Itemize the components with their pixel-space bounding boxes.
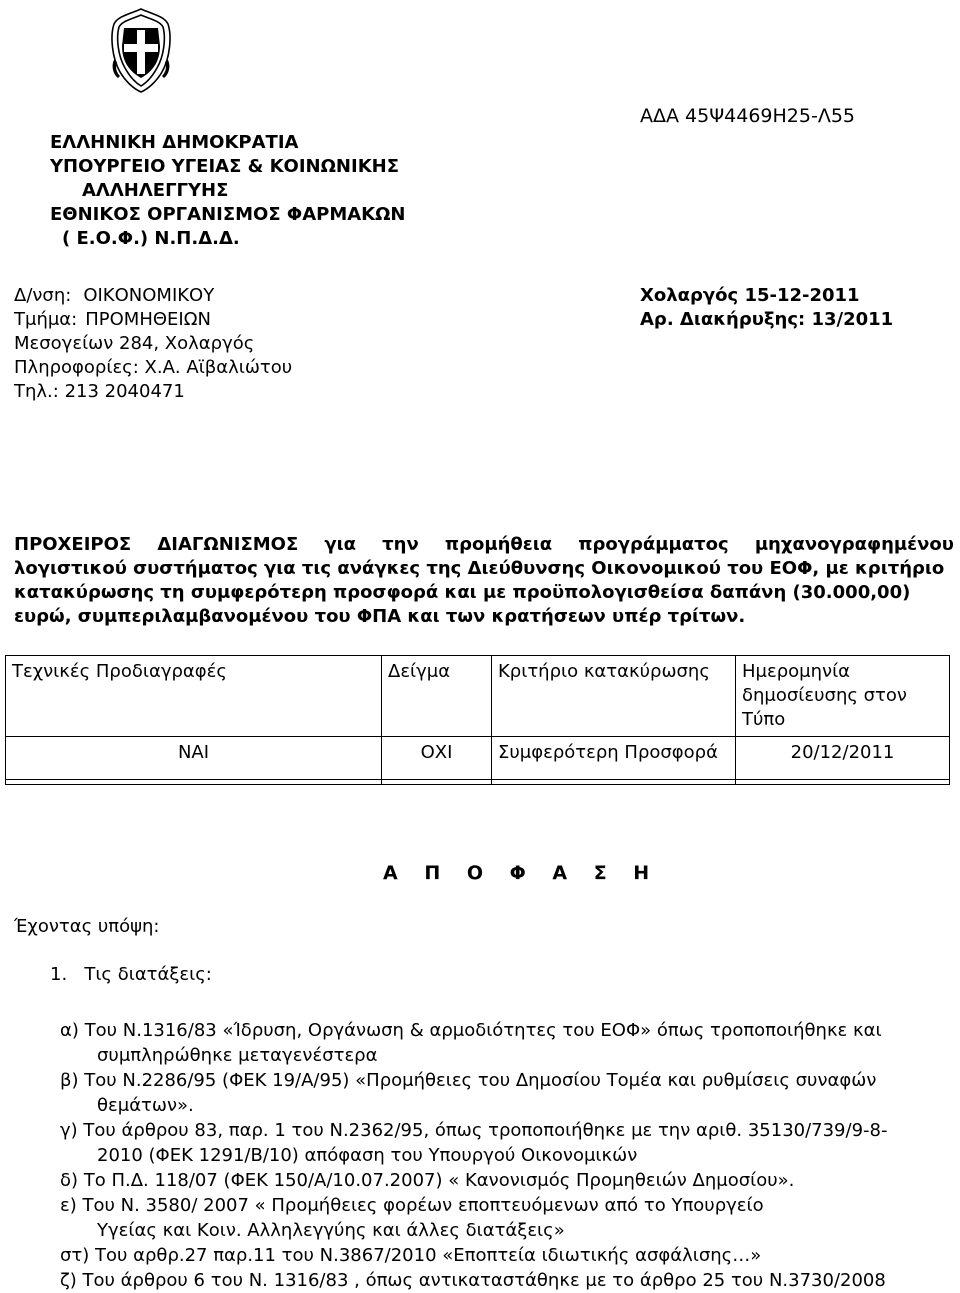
cell-publication-date: 20/12/2011 (736, 737, 950, 780)
subject-word: την (382, 534, 419, 555)
list-item: γ) Του άρθρου 83, παρ. 1 του Ν.2362/95, όπως τροποποιήθηκε με την αριθ. 35130/739/9-8- (60, 1120, 888, 1141)
list-item: α) Του Ν.1316/83 «Ίδρυση, Οργάνωση & αρμοδιότητες του ΕΟΦ» όπως τροποποιήθηκε και (60, 1020, 882, 1041)
table-header-row (6, 656, 950, 737)
authority-line: ΕΘΝΙΚΟΣ ΟΡΓΑΝΙΣΜΟΣ ΦΑΡΜΑΚΩΝ (50, 204, 406, 225)
provisions-heading: 1. Τις διατάξεις: (50, 964, 212, 985)
section-label: Τμήμα: (14, 309, 78, 330)
address: Μεσογείων 284, Χολαργός (14, 333, 255, 354)
authority-line: ΑΛΛΗΛΕΓΓΥΗΣ (82, 180, 229, 201)
list-item-continuation: θεμάτων». (97, 1095, 194, 1116)
list-item: ε) Του Ν. 3580/ 2007 « Προμήθειες φορέων εποπτευόμενων από το Υπουργείο (60, 1195, 764, 1216)
header-publication-date (736, 656, 950, 737)
greek-state-emblem (108, 6, 174, 94)
header-line: Τύπο (742, 709, 786, 730)
legal-provisions-list (60, 1018, 887, 1293)
division-value: ΟΙΚΟΝΟΜΙΚΟΥ (83, 285, 215, 306)
department-details (14, 284, 292, 404)
table-empty-row (6, 780, 950, 785)
list-item: ζ) Του άρθρου 6 του Ν. 1316/83 , όπως αντικαταστάθηκε με το άρθρο 25 του Ν.3730/2008 (60, 1270, 886, 1291)
issuing-authority (50, 131, 405, 251)
header-technical-specs: Τεχνικές Προδιαγραφές (6, 656, 382, 737)
ada-code: ΑΔΑ 45Ψ4469Η25-Λ55 (640, 105, 856, 127)
cell-technical-specs: ΝΑΙ (6, 737, 382, 780)
authority-line: ( Ε.Ο.Φ.) Ν.Π.Δ.Δ. (62, 228, 240, 249)
subject-word: προγράμματος (578, 534, 729, 555)
empty-cell (492, 780, 736, 785)
list-item-continuation: 2010 (ΦΕΚ 1291/Β/10) απόφαση του Υπουργού Οικονομικών (97, 1145, 638, 1166)
subject-word: προμήθεια (444, 534, 553, 555)
list-item-continuation: συμπληρώθηκε μεταγενέστερα (97, 1045, 378, 1066)
tender-number: Αρ. Διακήρυξης: 13/2011 (640, 309, 894, 330)
phone: Τηλ.: 213 2040471 (14, 381, 185, 402)
division-label: Δ/νση: (14, 285, 72, 306)
header-line: Ημερομηνία (742, 661, 851, 682)
header-award-criterion: Κριτήριο κατακύρωσης (492, 656, 736, 737)
contact-person: Πληροφορίες: Χ.Α. Αϊβαλιώτου (14, 357, 293, 378)
section-value: ΠΡΟΜΗΘΕΙΩΝ (85, 309, 211, 330)
authority-line: ΕΛΛΗΝΙΚΗ ΔΗΜΟΚΡΑΤΙΑ (50, 132, 299, 153)
header-line: δημοσίευσης στον (742, 685, 907, 706)
subject-line-2: λογιστικού συστήματος για τις ανάγκες της Διεύθυνσης Οικονομικού του ΕΟΦ, με κριτήριο (14, 558, 945, 579)
authority-line: ΥΠΟΥΡΓΕΙΟ ΥΓΕΙΑΣ & ΚΟΙΝΩΝΙΚΗΣ (50, 156, 399, 177)
specifications-table (5, 655, 950, 785)
considering-heading: Έχοντας υπόψη: (14, 916, 160, 937)
cell-award-criterion: Συμφερότερη Προσφορά (492, 737, 736, 780)
header-sample: Δείγμα (382, 656, 492, 737)
table-row (6, 737, 950, 780)
cell-sample: ΟΧΙ (382, 737, 492, 780)
list-item: β) Του Ν.2286/95 (ΦΕΚ 19/Α/95) «Προμήθειες του Δημοσίου Τομέα και ρυθμίσεις συναφών (60, 1070, 877, 1091)
subject-word: για (324, 534, 357, 555)
list-item: στ) Του αρθρ.27 παρ.11 του Ν.3867/2010 «Εποπτεία ιδιωτικής ασφάλισης…» (60, 1245, 762, 1266)
list-item-continuation: Υγείας και Κοιν. Αλληλεγγύης και άλλες διατάξεις» (97, 1220, 565, 1241)
tender-subject (14, 533, 954, 629)
empty-cell (6, 780, 382, 785)
decision-title: Α Π Ο Φ Α Σ Η (383, 862, 660, 884)
subject-word: ΠΡΟΧΕΙΡΟΣ (14, 534, 132, 555)
subject-word: ΔΙΑΓΩΝΙΣΜΟΣ (157, 534, 299, 555)
place-date: Χολαργός 15-12-2011 (640, 285, 860, 306)
subject-word: μηχανογραφημένου (754, 534, 954, 555)
empty-cell (382, 780, 492, 785)
list-item: δ) Το Π.Δ. 118/07 (ΦΕΚ 150/Α/10.07.2007) « Κανονισμός Προμηθειών Δημοσίου». (60, 1170, 795, 1191)
empty-cell (736, 780, 950, 785)
subject-line-1 (14, 533, 954, 557)
subject-line-3: κατακύρωσης τη συμφερότερη προσφορά και με προϋπολογισθείσα δαπάνη (30.000,00) (14, 582, 911, 603)
subject-line-4: ευρώ, συμπεριλαμβανομένου του ΦΠΑ και των κρατήσεων υπέρ τρίτων. (14, 606, 746, 627)
